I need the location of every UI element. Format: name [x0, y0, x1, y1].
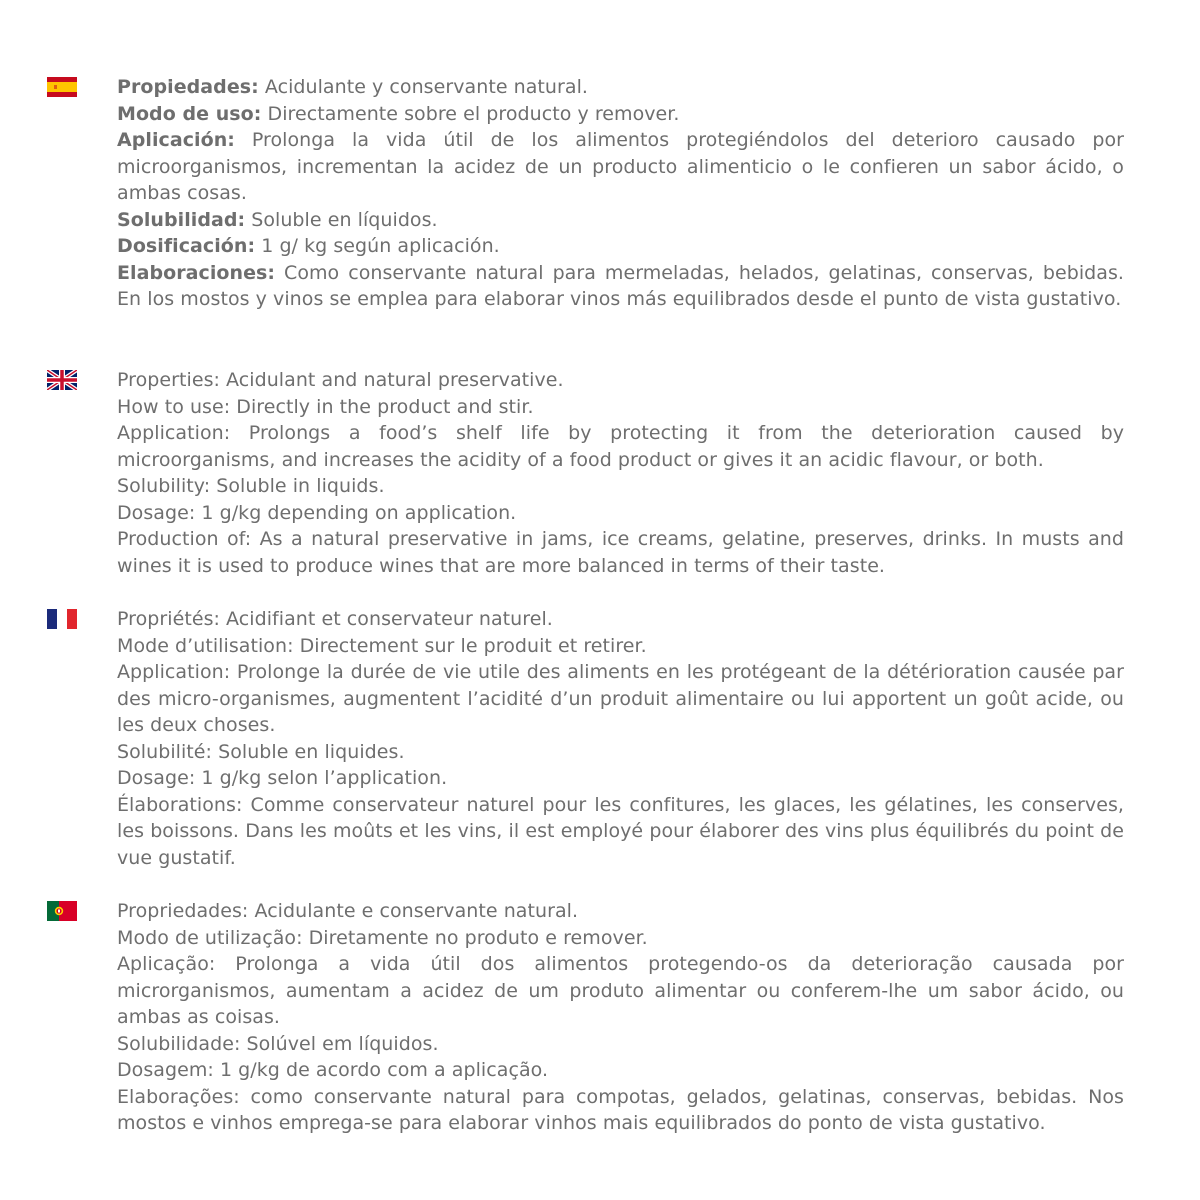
english-line-production: Production of: As a natural preservative in jams, ice creams, gelatine, preserves, drinks. In musts and wines it is used to produce wines that are more balanced in terms of their taste. — [117, 528, 1124, 577]
french-line-properties: Propriétés: Acidifiant et conservateur naturel. — [117, 608, 553, 630]
portugal-flag-icon — [47, 901, 77, 921]
english-line-properties: Properties: Acidulant and natural preservative. — [117, 369, 564, 391]
portuguese-line-elaborations: Elaborações: como conservante natural para compotas, gelados, gelatinas, conservas, bebidas. Nos mostos e vinhos emprega-se para elaborar vinhos mais equilibrados do ponto de vista gustativo. — [117, 1085, 1124, 1134]
french-line-dosage: Dosage: 1 g/kg selon l’application. — [117, 767, 448, 789]
portuguese-line-dosage: Dosagem: 1 g/kg de acordo com a aplicação. — [117, 1059, 549, 1081]
spanish-line-elaborations: Elaboraciones: Como conservante natural para mermeladas, helados, gelatinas, conservas, bebidas. En los mostos y vinos se emplea para elaborar vinos más equilibrados desde el punto de vista gustativo. — [117, 261, 1124, 310]
spanish-line-dosage: Dosificación: 1 g/ kg según aplicación. — [117, 235, 500, 257]
english-line-usage: How to use: Directly in the product and stir. — [117, 395, 534, 418]
french-line-elaborations: Élaborations: Comme conservateur naturel pour les confitures, les glaces, les gélatines, les conserves, les boissons. Dans les moûts et les vins, il est employé pour élaborer des vins plus équilibrés du point de vue gustatif. — [117, 793, 1124, 869]
spain-flag-icon — [47, 77, 77, 97]
spanish-text — [117, 74, 1124, 313]
english-line-solubility: Solubility: Soluble in liquids. — [117, 475, 385, 497]
france-flag-icon — [47, 609, 77, 629]
english-line-dosage: Dosage: 1 g/kg depending on application. — [117, 501, 517, 524]
french-text — [117, 606, 1124, 871]
portuguese-line-properties: Propriedades: Acidulante e conservante natural. — [117, 900, 579, 922]
portuguese-text — [117, 898, 1124, 1137]
spanish-line-properties: Propiedades: Acidulante y conservante natural. — [117, 76, 588, 98]
english-text — [117, 367, 1124, 579]
english-line-application: Application: Prolongs a food’s shelf life by protecting it from the deterioration caused by microorganisms, and increases the acidity of a food product or gives it an acidic flavour, or both. — [117, 422, 1124, 471]
french-line-solubility: Solubilité: Soluble en liquides. — [117, 740, 405, 763]
french-line-usage: Mode d’utilisation: Directement sur le produit et retirer. — [117, 634, 647, 657]
portuguese-line-solubility: Solubilidade: Solúvel em líquidos. — [117, 1032, 439, 1055]
portuguese-line-application: Aplicação: Prolonga a vida útil dos alimentos protegendo-os da deterioração causada por microrganismos, aumentam a acidez de um produto alimentar ou conferem-lhe um sabor ácido, ou ambas as coisas. — [117, 953, 1124, 1028]
spanish-line-application: Aplicación: Prolonga la vida útil de los alimentos protegiéndolos del deterioro causado por microorganismos, incrementan la acidez de un producto alimenticio o le confieren un sabor ácido, o ambas cosas. — [117, 129, 1124, 204]
french-line-application: Application: Prolonge la durée de vie utile des aliments en les protégeant de la détérioration causée par des micro-organismes, augmentent l’acidité d’un produit alimentaire ou lui apportent un goût acide, ou les deux choses. — [117, 661, 1124, 736]
portuguese-line-usage: Modo de utilização: Diretamente no produto e remover. — [117, 926, 648, 949]
spanish-line-usage: Modo de uso: Directamente sobre el producto y remover. — [117, 102, 680, 125]
uk-flag-icon — [47, 370, 77, 390]
spanish-line-solubility: Solubilidad: Soluble en líquidos. — [117, 208, 438, 231]
